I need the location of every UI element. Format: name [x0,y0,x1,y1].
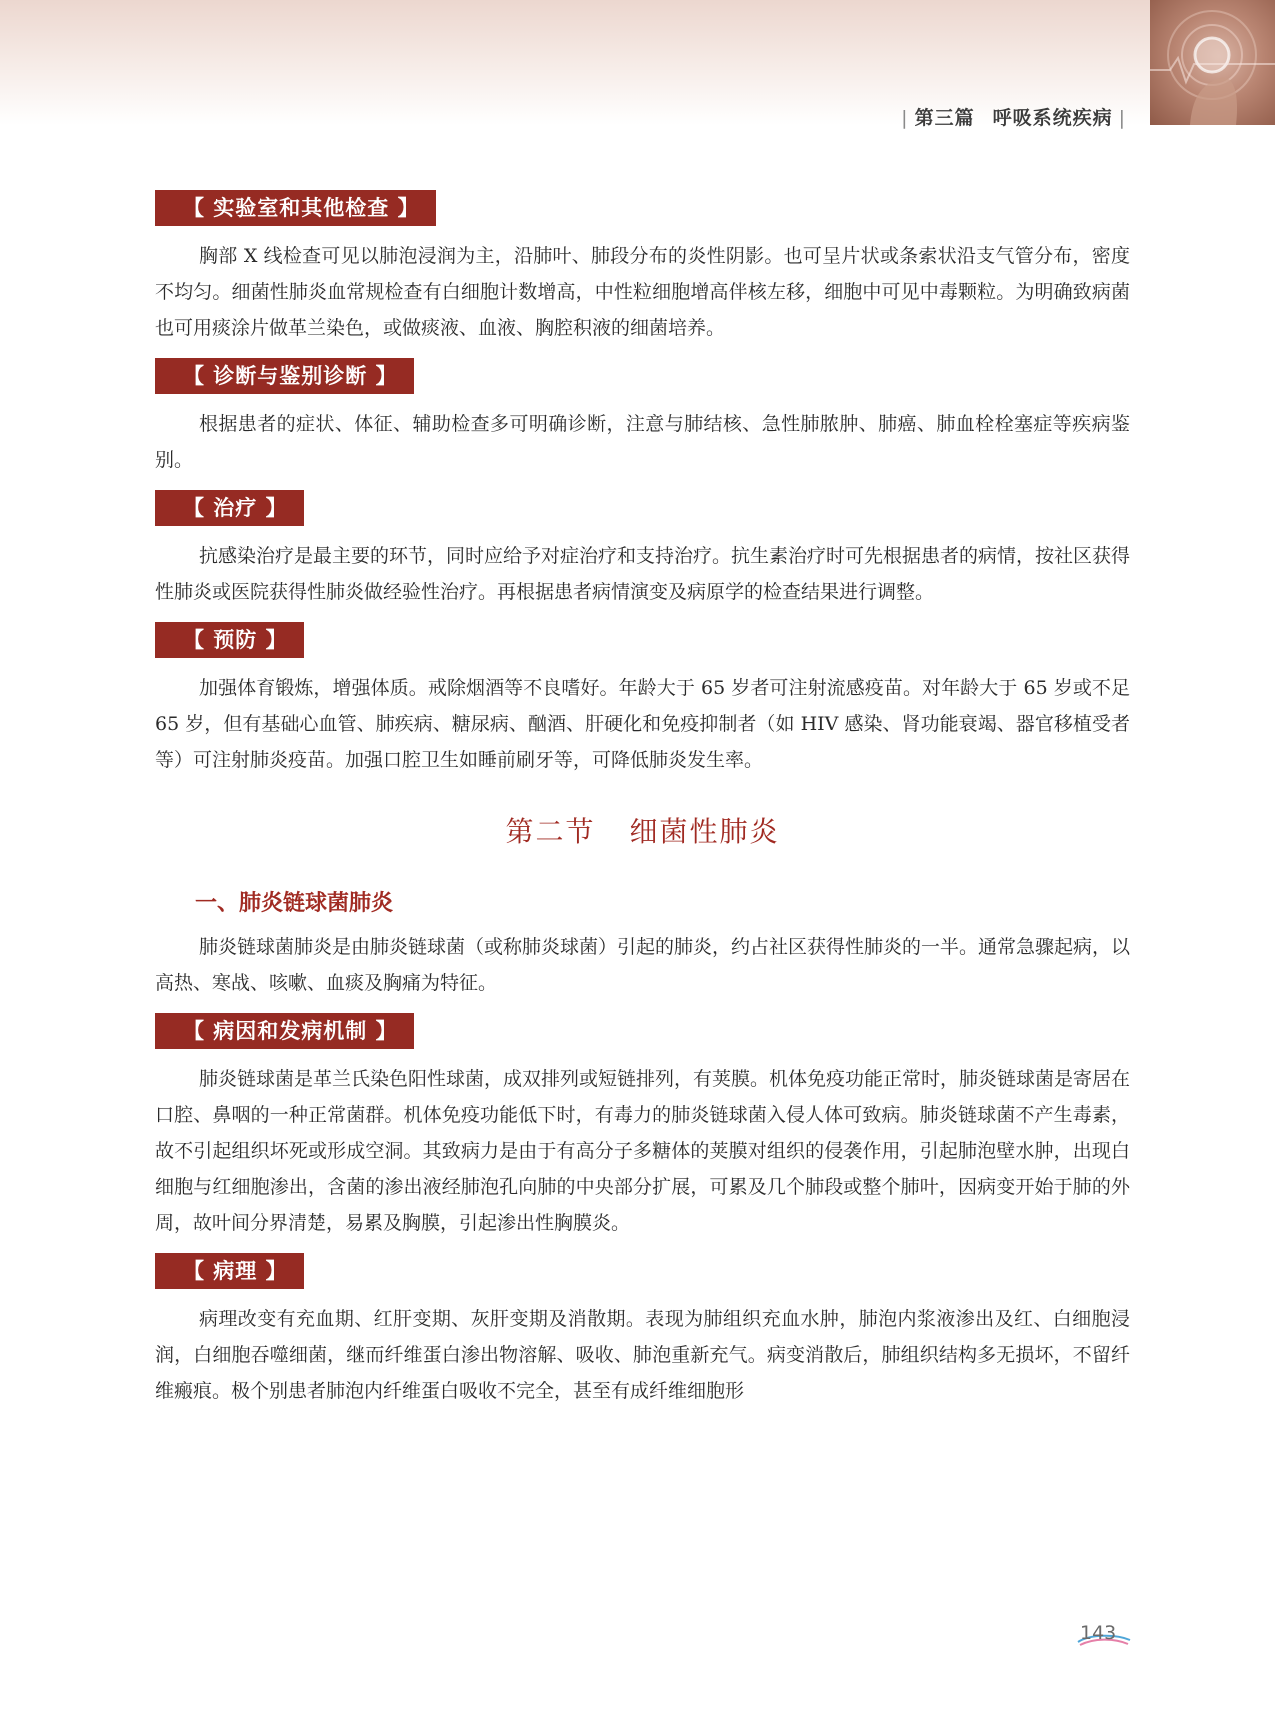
stethoscope-icon [1150,0,1275,125]
prevention-section [155,622,1130,778]
pathology-section [155,1253,1130,1409]
prevention-paragraph: 加强体育锻炼，增强体质。戒除烟酒等不良嗜好。年龄大于 65 岁者可注射流感疫苗。对年龄大于 65 岁或不足 65 岁，但有基础心血管、肺疾病、糖尿病、酗酒、肝硬化和免疫抑制者（如 HIV 感染、肾功能衰竭、器官移植受者等）可注射肺炎疫苗。加强口腔卫生如睡前刷牙等，可降低肺炎发生率。 [155,677,1130,771]
lab-tag: 【 实验室和其他检查 】 [155,190,436,226]
page-number: 143 [1080,1622,1117,1644]
running-header [895,103,1132,130]
treatment-paragraph: 抗感染治疗是最主要的环节，同时应给予对症治疗和支持治疗。抗生素治疗时可先根据患者的病情，按社区获得性肺炎或医院获得性肺炎做经验性治疗。再根据患者病情演变及病原学的检查结果进行调整。 [155,545,1131,603]
prevention-tag: 【 预防 】 [155,622,304,658]
diagnosis-paragraph: 根据患者的症状、体征、辅助检查多可明确诊断，注意与肺结核、急性肺脓肿、肺癌、肺血栓栓塞症等疾病鉴别。 [155,413,1130,471]
page-content [155,190,1130,1409]
pathology-paragraph: 病理改变有充血期、红肝变期、灰肝变期及消散期。表现为肺组织充血水肿，肺泡内浆液渗出及红、白细胞浸润，白细胞吞噬细菌，继而纤维蛋白渗出物溶解、吸收、肺泡重新充气。病变消散后，肺组织结构多无损坏，不留纤维瘢痕。极个别患者肺泡内纤维蛋白吸收不完全，甚至有成纤维细胞形 [155,1308,1130,1402]
lab-section [155,190,1130,346]
diagnosis-section [155,358,1130,478]
treatment-section [155,490,1130,610]
pathology-tag: 【 病理 】 [155,1253,304,1289]
header-part-title: 呼吸系统疾病 [992,107,1113,129]
section-number: 第二节 [505,815,596,848]
header-divider: | [901,107,909,129]
diagnosis-tag: 【 诊断与鉴别诊断 】 [155,358,414,394]
header-divider: | [1118,107,1126,129]
corner-stethoscope-image [1150,0,1275,125]
section-title: 细菌性肺炎 [629,815,780,848]
treatment-tag: 【 治疗 】 [155,490,304,526]
header-part-label: 第三篇 [914,107,975,129]
section-heading [155,810,1130,850]
etiology-tag: 【 病因和发病机制 】 [155,1013,414,1049]
subsection-paragraph: 肺炎链球菌肺炎是由肺炎链球菌（或称肺炎球菌）引起的肺炎，约占社区获得性肺炎的一半。通常急骤起病，以高热、寒战、咳嗽、血痰及胸痛为特征。 [155,936,1131,994]
subsection-heading: 一、肺炎链球菌肺炎 [195,891,394,916]
etiology-paragraph: 肺炎链球菌是革兰氏染色阳性球菌，成双排列或短链排列，有荚膜。机体免疫功能正常时，肺炎链球菌是寄居在口腔、鼻咽的一种正常菌群。机体免疫功能低下时，有毒力的肺炎链球菌入侵人体可致病。肺炎链球菌不产生毒素，故不引起组织坏死或形成空洞。其致病力是由于有高分子多糖体的荚膜对组织的侵袭作用，引起肺泡壁水肿，出现白细胞与红细胞渗出，含菌的渗出液经肺泡孔向肺的中央部分扩展，可累及几个肺段或整个肺叶，因病变开始于肺的外周，故叶间分界清楚，易累及胸膜，引起渗出性胸膜炎。 [155,1068,1131,1234]
etiology-section [155,1013,1130,1241]
lab-paragraph: 胸部 X 线检查可见以肺泡浸润为主，沿肺叶、肺段分布的炎性阴影。也可呈片状或条索状沿支气管分布，密度不均匀。细菌性肺炎血常规检查有白细胞计数增高，中性粒细胞增高伴核左移，细胞中可见中毒颗粒。为明确致病菌也可用痰涂片做革兰染色，或做痰液、血液、胸腔积液的细菌培养。 [155,245,1130,339]
